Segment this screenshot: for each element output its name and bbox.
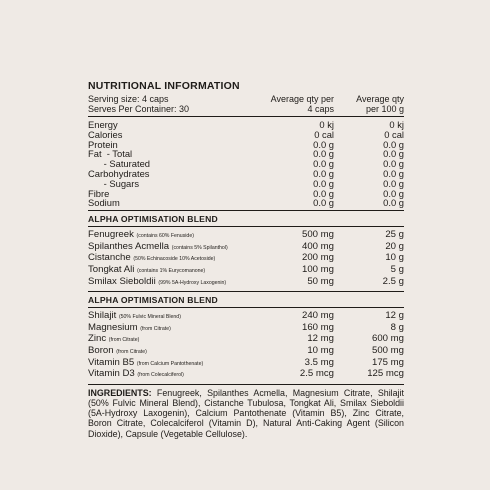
row-per-100g: 0.0 g [383,197,404,209]
row-per-100g: 0.0 g [383,138,404,150]
ingredients-text [88,388,404,439]
row-per-serve: 0.0 g [313,177,334,189]
row-per-serve: 10 mg [307,344,334,356]
row-per-100g: 2.5 g [382,275,404,287]
row-name: Sodium [88,197,120,209]
row-name: Carbohydrates [88,167,150,179]
table-row [88,346,404,358]
table-row [88,369,404,381]
row-name: Shilajit [88,310,117,322]
table-row [88,140,404,150]
row-note: (from Calcium Pantothenate) [136,360,204,367]
row-per-serve: 240 mg [302,310,334,322]
row-name: Tongkat Ali [88,263,135,275]
row-note: (contains 1% Eurycomanone) [137,267,206,274]
col1-line2: 4 caps [307,104,334,114]
row-label [88,323,248,335]
row-name: Magnesium [88,321,138,333]
serves-per-container: Serves Per Container: 30 [88,104,190,114]
table-row [88,323,404,335]
row-note: (from Colecalciferol) [137,372,184,379]
row-per-serve: 0.0 g [313,158,334,170]
table-row [88,130,404,140]
row-per-100g: 600 mg [372,333,404,345]
row-per-serve: 50 mg [307,275,334,287]
row-per-serve: 0.0 g [313,197,334,209]
row-name: Calories [88,128,123,140]
row-per-100g: 12 g [385,310,404,322]
blend-table [88,230,404,288]
table-row [88,198,404,208]
row-note: (50% Echinacoside 10% Acetoside) [133,256,216,263]
panel-title: NUTRITIONAL INFORMATION [88,80,240,92]
row-per-serve: 0 cal [314,128,334,140]
col1-line1: Average qty per [270,94,334,104]
row-per-serve: 160 mg [302,321,334,333]
blend-section-1 [88,214,404,288]
row-name: Vitamin B5 [88,356,135,368]
row-name: Spilanthes Acmella [88,240,170,252]
row-note: (contains 5% Spilanthol) [171,244,228,251]
row-name: Protein [88,138,118,150]
row-per-100g: 500 mg [372,344,404,356]
table-row [88,334,404,346]
divider [88,226,404,227]
table-row [88,189,404,199]
row-per-serve: 100 mg [302,263,334,275]
ingredients-label: INGREDIENTS: [88,387,152,398]
col-header-per-100g [334,94,404,114]
table-row [88,242,404,254]
row-per-100g: 0.0 g [383,187,404,199]
row-per-serve: 0.0 g [313,148,334,160]
row-per-serve: 12 mg [307,333,334,345]
divider [88,291,404,292]
blend-title: ALPHA OPTIMISATION BLEND [88,214,218,225]
divider [88,307,404,308]
row-per-serve: 0.0 g [313,187,334,199]
serving-size: Serving size: 4 caps [88,94,169,104]
header-row [88,94,404,114]
col-header-per-serve [248,94,334,114]
row-note: (50% Fulvic Mineral Blend) [118,314,181,321]
row-label [88,277,248,289]
row-name: - Sugars [88,177,140,189]
row-note: (from Citrate) [116,348,147,355]
row-label [88,369,248,381]
row-per-serve: 200 mg [302,252,334,264]
row-name: Boron [88,344,114,356]
blend-section-2 [88,295,404,381]
row-per-100g: 8 g [390,321,404,333]
row-per-100g: 175 mg [372,356,404,368]
row-name: Cistanche [88,252,131,264]
row-per-100g: 25 g [385,229,404,241]
divider [88,116,404,117]
blend-title: ALPHA OPTIMISATION BLEND [88,295,218,306]
nutrition-panel [88,80,404,439]
row-name: Fenugreek [88,229,134,241]
table-row [88,120,404,130]
row-per-serve: 400 mg [302,240,334,252]
row-per-serve: 2.5 mcg [299,368,334,380]
row-label [88,198,248,208]
row-per-100g: 20 g [385,240,404,252]
row-per-100g: 0.0 g [383,158,404,170]
row-per-100g: 0 kj [389,119,404,130]
row-name: Vitamin D3 [88,368,135,380]
row-note: (contains 60% Fenuside) [136,233,194,240]
row-note: (from Citrate) [108,337,140,344]
col2-line2: per 100 g [365,104,404,114]
row-per-100g: 0.0 g [383,177,404,189]
row-name: Fibre [88,187,110,199]
row-name: - Saturated [88,158,151,170]
row-per-serve: 3.5 mg [304,356,334,368]
row-per-serve: 500 mg [302,229,334,241]
row-note: (99% 5A-Hydroxy Laxogenin) [158,279,227,286]
row-name: Zinc [88,333,107,345]
row-name: Energy [88,119,118,130]
row-per-100g: 0.0 g [383,167,404,179]
divider [88,210,404,211]
row-per-100g: 0.0 g [383,148,404,160]
row-per-100g: 10 g [385,252,404,264]
row-per-serve: 0.0 g [313,167,334,179]
row-per-serve: 0 kj [319,119,334,130]
table-row [88,179,404,189]
row-name: Smilax Sieboldii [88,275,156,287]
row-note: (from Citrate) [140,325,171,332]
serving-info [88,94,248,114]
ingredients-list: Fenugreek, Spilanthes Acmella, Magnesium Citrate, Shilajit (50% Fulvic Mineral Blend), Cistanche Tubulosa, Tongkat Ali, Smilax Sieboldii (5A-Hydroxy Laxogenin), Calcium Pantothenate (Vitamin B5), Zinc Citrate, Boron Citrate, Colecalciferol (Vitamin D), Natural Anti-Caking Agent (Silicon Dioxide), Capsule (Vegetable Cellulose). [88,387,404,439]
row-per-100g: 125 mcg [367,368,404,380]
row-label [88,179,248,189]
row-per-100g: 0 cal [384,128,404,140]
table-row [88,277,404,289]
row-per-serve: 0.0 g [313,138,334,150]
divider [88,384,404,385]
row-name: Fat - Total [88,148,133,160]
row-per-100g: 5 g [390,263,404,275]
col2-line1: Average qty [356,94,404,104]
nutrition-table [88,120,404,208]
blend-table [88,311,404,381]
